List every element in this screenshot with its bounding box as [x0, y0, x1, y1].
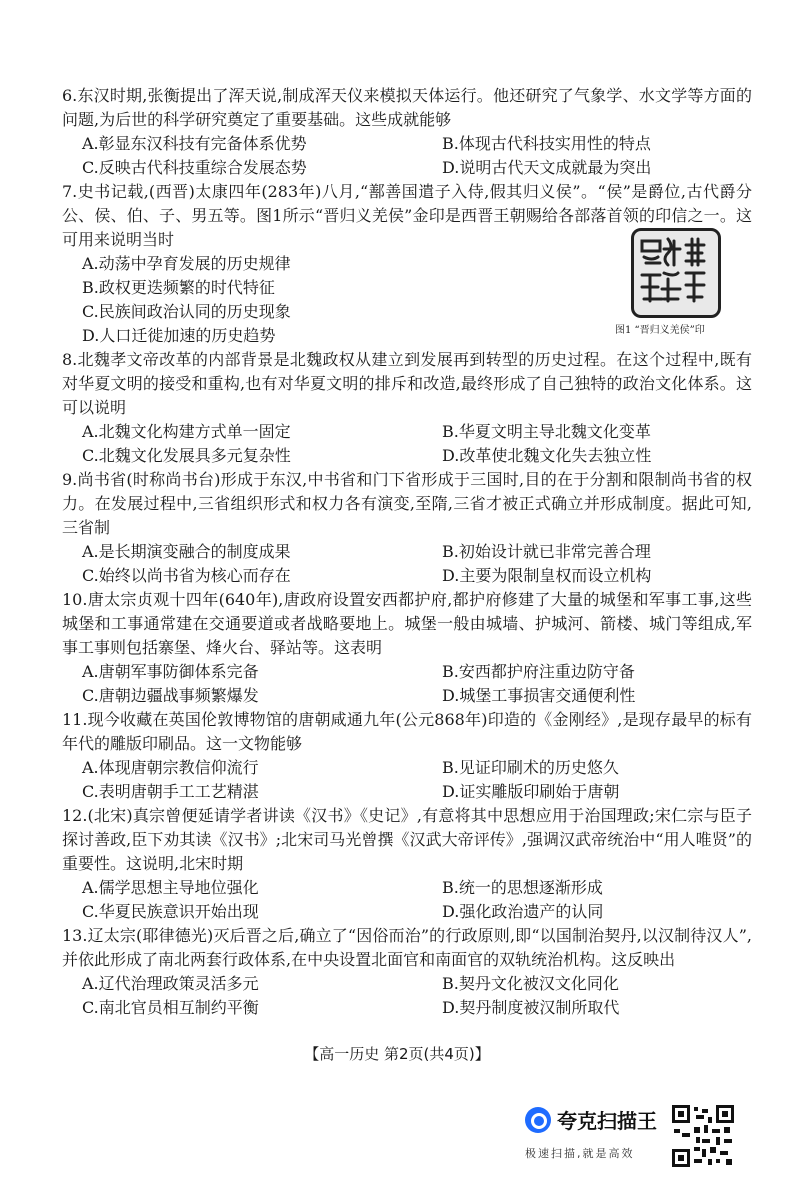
option-c: C.南北官员相互制约平衡: [82, 998, 259, 1017]
option-a: A.唐朝军事防御体系完备: [82, 662, 259, 681]
watermark-name: 夸克扫描王: [557, 1109, 657, 1133]
option-d: D.契丹制度被汉制所取代: [442, 998, 620, 1017]
option-grid: [82, 756, 752, 804]
question-stem: 9.尚书省(时称尚书台)形成于东汉,中书省和门下省形成于三国时,目的在于分割和限制尚书省的权力。在发展过程中,三省组织形式和权力各有演变,至隋,三省才被正式确立并形成制度。据此可知,三省制: [62, 470, 752, 537]
figure-caption: 图1 “晋归义羌侯”印: [615, 325, 705, 336]
option-grid: [82, 132, 752, 180]
question-6: [62, 84, 752, 180]
question-10: [62, 588, 752, 708]
option-a: A.辽代治理政策灵活多元: [82, 974, 259, 993]
option-a: A.儒学思想主导地位强化: [82, 878, 259, 897]
option-d: D.强化政治遗产的认同: [442, 902, 604, 921]
qr-code-graphic: [672, 1105, 734, 1167]
question-stem: 13.辽太宗(耶律德光)灭后晋之后,确立了“因俗而治”的行政原则,即“以国制治契丹,以汉制待汉人”,并依此形成了南北两套行政体系,在中央设置北面官和南面官的双轨统治机构。这反映出: [62, 926, 752, 969]
option-b: B.政权更迭频繁的时代特征: [82, 278, 275, 297]
question-stem: 7.史书记载,(西晋)太康四年(283年)八月,“鄯善国遣子入侍,假其归义侯”。“侯”是爵位,古代爵分公、侯、伯、子、男五等。图1所示“晋归义羌侯”金印是西晋王朝赐给各部落首领的印信之一。这可用来说明当时: [62, 182, 752, 249]
question-stem: 10.唐太宗贞观十四年(640年),唐政府设置安西都护府,都护府修建了大量的城堡和军事工事,这些城堡和工事通常建在交通要道或者战略要地上。城堡一般由城墙、护城河、箭楼、城门等组成,军事工事则包括寨堡、烽火台、驿站等。这表明: [62, 590, 752, 657]
question-8: [62, 348, 752, 468]
option-b: B.见证印刷术的历史悠久: [442, 758, 619, 777]
question-stem: 11.现今收藏在英国伦敦博物馆的唐朝咸通九年(公元868年)印造的《金刚经》,是现存最早的标有年代的雕版印刷品。这一文物能够: [62, 710, 752, 753]
option-d: D.证实雕版印刷始于唐朝: [442, 782, 620, 801]
question-9: [62, 468, 752, 588]
option-a: A.体现唐朝宗教信仰流行: [82, 758, 259, 777]
option-d: D.主要为限制皇权而设立机构: [442, 566, 652, 585]
question-list: [62, 84, 752, 1020]
option-grid: [82, 540, 752, 588]
figure-1: [615, 228, 750, 338]
option-d: D.改革使北魏文化失去独立性: [442, 446, 652, 465]
option-c: C.北魏文化发展具多元复杂性: [82, 446, 291, 465]
watermark-slogan: 极速扫描,就是高效: [525, 1147, 635, 1160]
option-grid: [82, 660, 752, 708]
option-grid: [82, 420, 752, 468]
question-11: [62, 708, 752, 804]
option-b: B.初始设计就已非常完善合理: [442, 542, 651, 561]
quark-logo-icon: [525, 1107, 551, 1133]
seal-image: [631, 228, 721, 318]
question-7: [62, 180, 752, 348]
option-grid: [82, 972, 752, 1020]
question-12: [62, 804, 752, 924]
question-stem: 8.北魏孝文帝改革的内部背景是北魏政权从建立到发展再到转型的历史过程。在这个过程中,既有对华夏文明的接受和重构,也有对华夏文明的排斥和改造,最终形成了自己独特的政治文化体系。这可以说明: [62, 350, 752, 417]
option-c: C.民族间政治认同的历史现象: [82, 302, 291, 321]
question-stem: 12.(北宋)真宗曾便延请学者讲读《汉书》《史记》,有意将其中思想应用于治国理政;宋仁宗与臣子探讨善政,臣下劝其读《汉书》;北宋司马光曾撰《汉武大帝评传》,强调汉武帝统治中“用人唯贤”的重要性。这说明,北宋时期: [62, 806, 752, 873]
page-footer: 【高一历史 第2页(共4页)】: [304, 1045, 490, 1063]
option-c: C.表明唐朝手工工艺精湛: [82, 782, 259, 801]
option-d: D.说明古代天文成就最为突出: [442, 158, 652, 177]
option-c: C.唐朝边疆战事频繁爆发: [82, 686, 259, 705]
option-grid: [82, 876, 752, 924]
option-b: B.体现古代科技实用性的特点: [442, 134, 651, 153]
question-13: [62, 924, 752, 1020]
option-a: A.动荡中孕育发展的历史规律: [82, 254, 291, 273]
option-d: D.人口迁徙加速的历史趋势: [82, 326, 276, 345]
option-c: C.反映古代科技重综合发展态势: [82, 158, 307, 177]
option-d: D.城堡工事损害交通便利性: [442, 686, 636, 705]
option-c: C.华夏民族意识开始出现: [82, 902, 259, 921]
option-b: B.契丹文化被汉文化同化: [442, 974, 619, 993]
seal-glyphs: [634, 231, 712, 309]
qr-code-icon: [672, 1105, 734, 1167]
option-b: B.安西都护府注重边防守备: [442, 662, 635, 681]
option-b: B.统一的思想逐渐形成: [442, 878, 603, 897]
option-b: B.华夏文明主导北魏文化变革: [442, 422, 651, 441]
option-a: A.彰显东汉科技有完备体系优势: [82, 134, 307, 153]
option-column: [82, 252, 622, 348]
option-c: C.始终以尚书省为核心而存在: [82, 566, 291, 585]
question-stem: 6.东汉时期,张衡提出了浑天说,制成浑天仪来模拟天体运行。他还研究了气象学、水文学等方面的问题,为后世的科学研究奠定了重要基础。这些成就能够: [62, 86, 752, 129]
scanner-watermark: [525, 1105, 665, 1165]
option-a: A.是长期演变融合的制度成果: [82, 542, 291, 561]
option-a: A.北魏文化构建方式单一固定: [82, 422, 291, 441]
